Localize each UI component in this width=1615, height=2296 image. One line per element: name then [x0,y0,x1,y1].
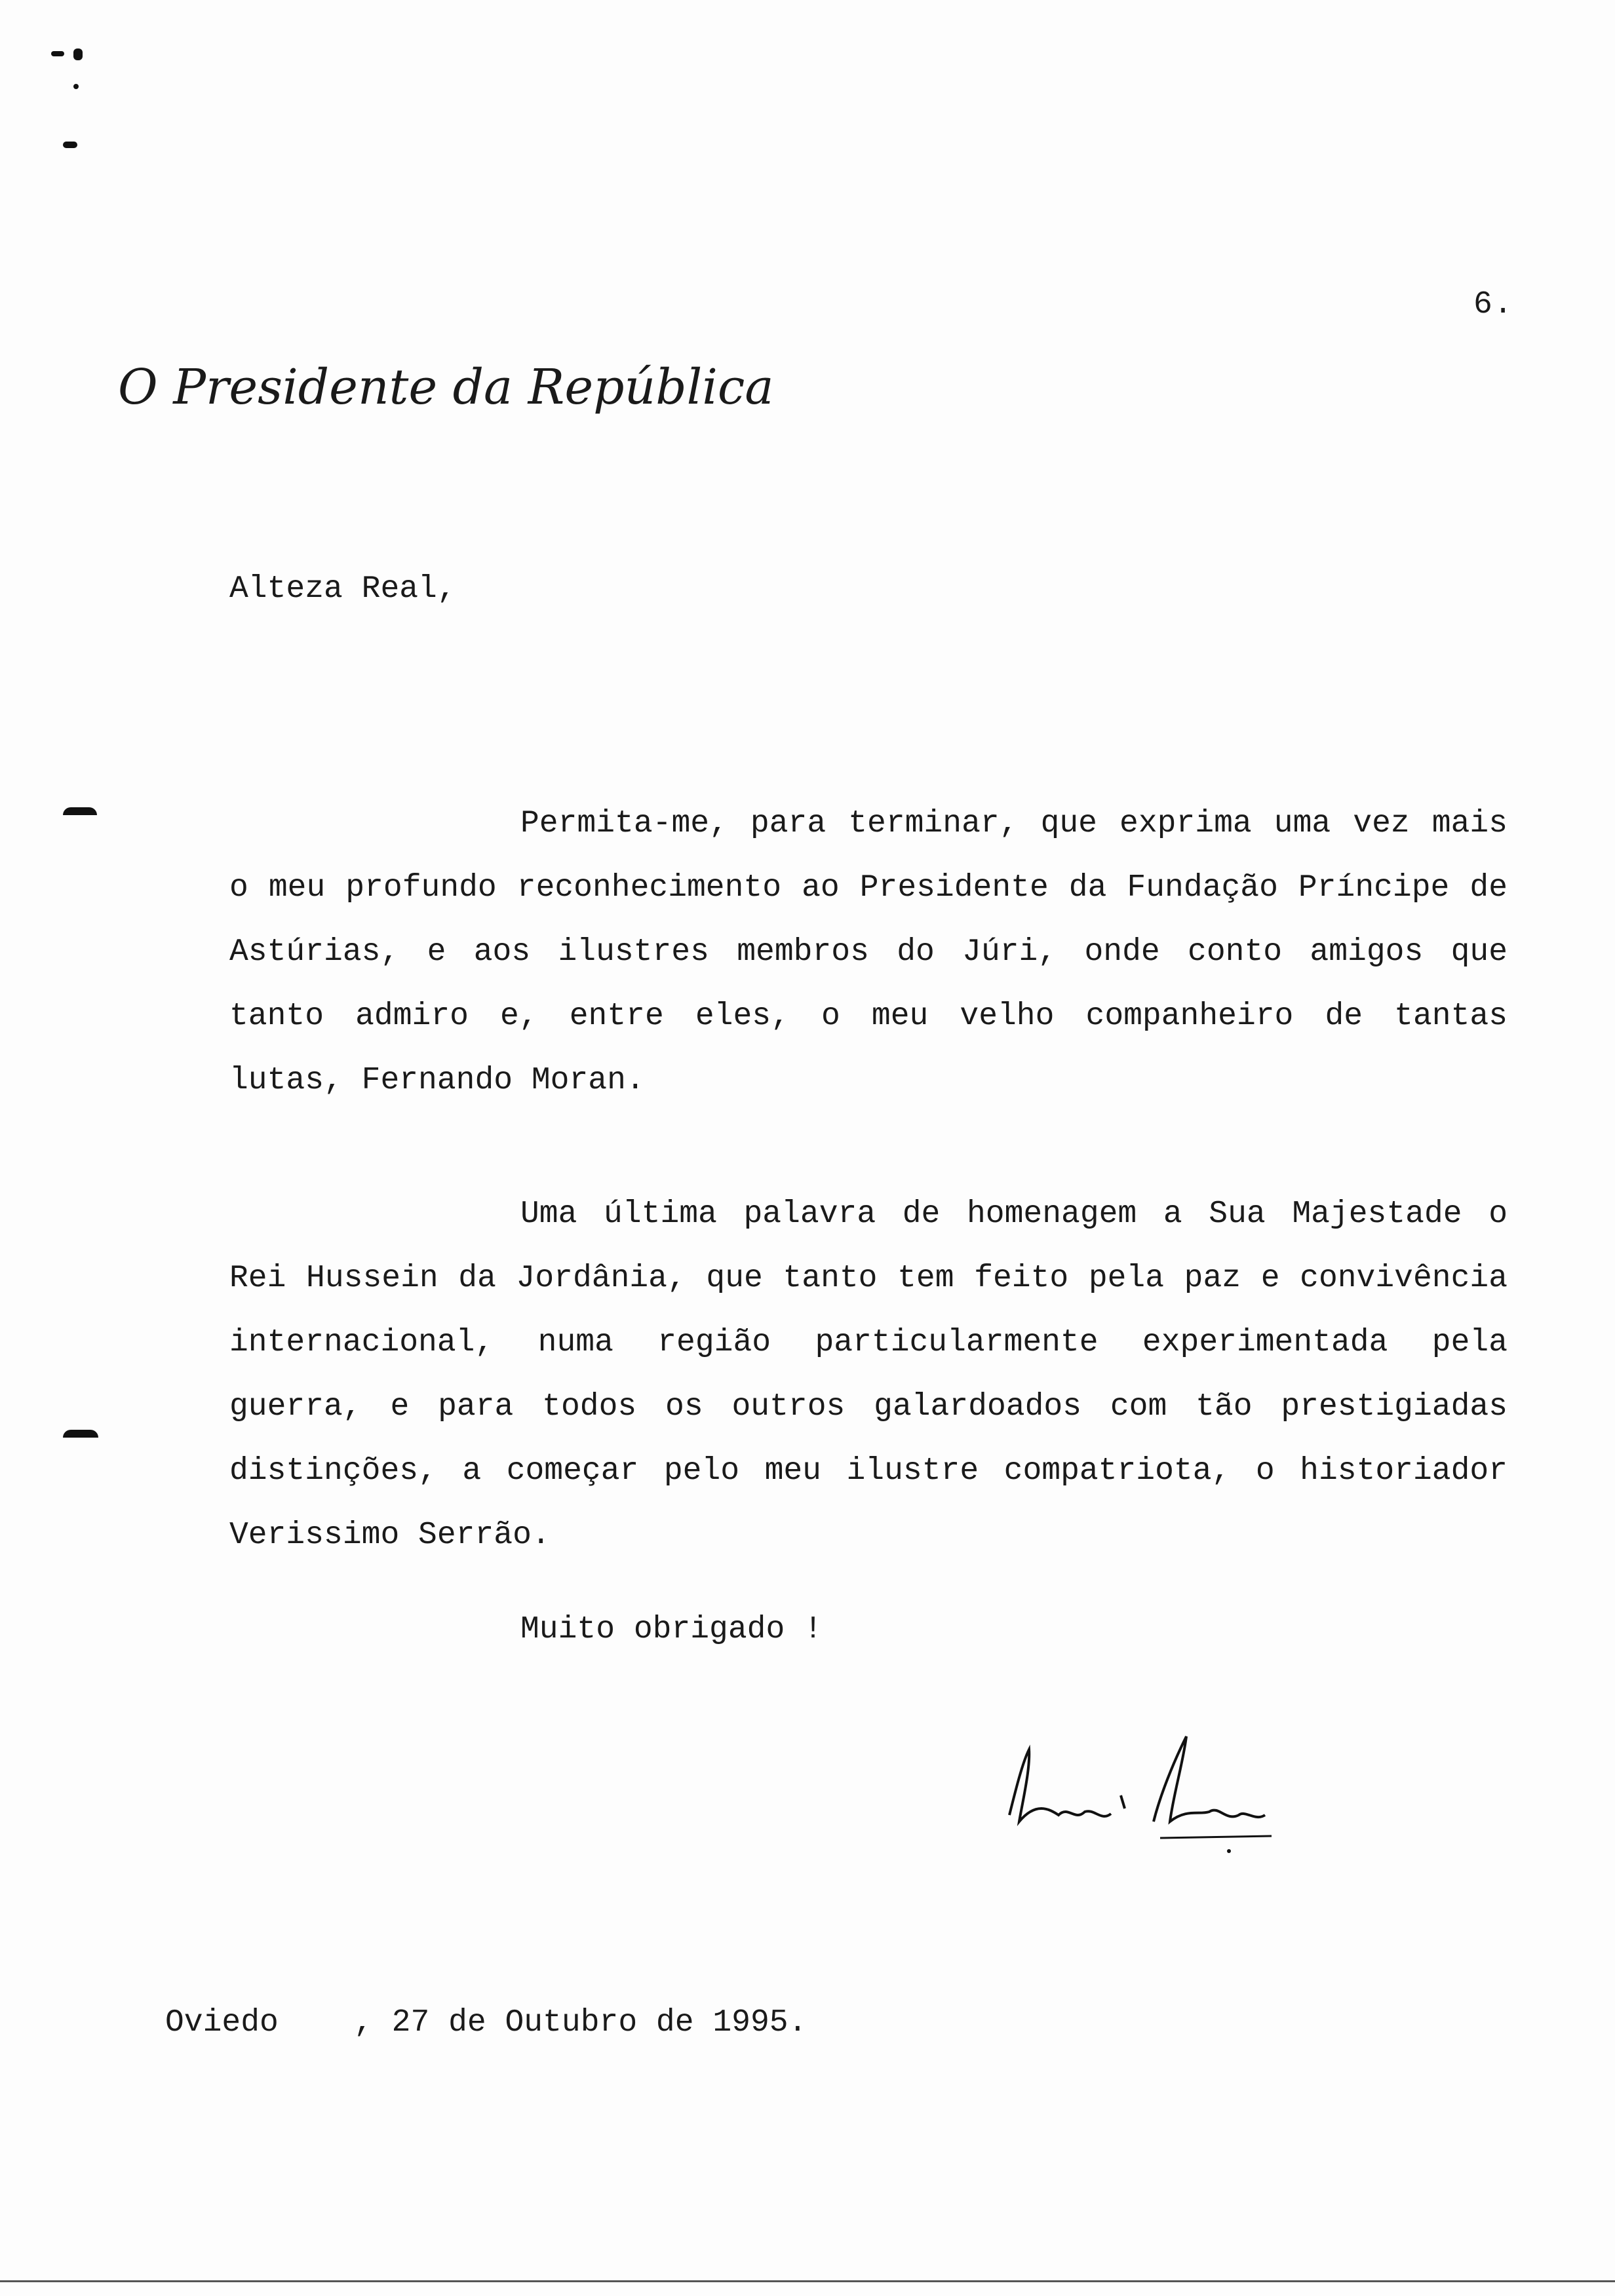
scan-mark [63,142,77,148]
letterhead [115,346,774,425]
page-edge-line [0,2280,1615,2282]
paragraph-1: Permita-me, para terminar, que exprima uma vez mais o meu profundo reconhecimento ao Presidente da Fundação Príncipe de Astúrias, e aos ilustres membros do Júri, onde conto amigos que tanto admiro e, entre eles, o meu velho companheiro de tantas lutas, Fernando Moran. [229,806,1508,1098]
salutation: Alteza Real, [229,571,456,607]
signature [996,1723,1285,1854]
scan-mark [63,807,97,815]
page-number: 6. [1473,287,1514,322]
svg-text:O Presidente da República: O Presidente da República [118,359,774,415]
paragraph-2: Uma última palavra de homenagem a Sua Majestade o Rei Hussein da Jordânia, que tanto tem feito pela paz e convivência internacional, numa região particularmente experimentada pela guerra, e para todos os outros galardoados com tão prestigiadas distinções, a começar pelo meu ilustre compatriota, o historiador Verissimo Serrão. [229,1196,1508,1553]
scan-mark [51,51,64,56]
closing-remark: Muito obrigado ! [520,1612,823,1647]
scan-mark [73,48,83,60]
place-date-line [165,2005,807,2040]
handwritten-signature [996,1723,1285,1854]
scan-mark [63,1430,98,1438]
letterhead-script [115,346,774,425]
scan-mark [73,84,79,89]
place: Oviedo [165,2005,279,2040]
date: , 27 de Outubro de 1995. [354,2005,808,2040]
